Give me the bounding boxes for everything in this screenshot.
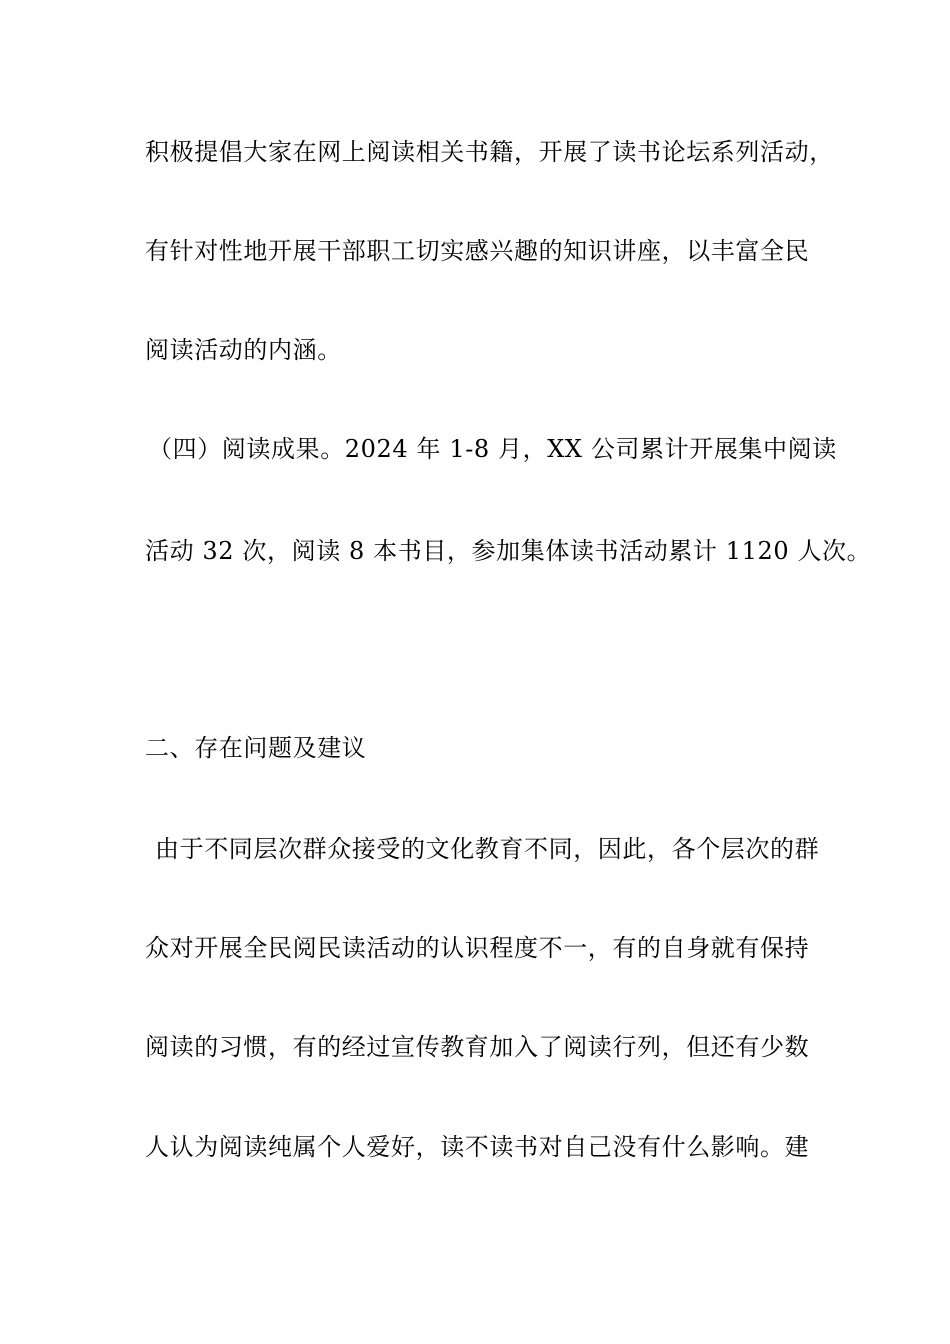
paragraph-line: 有针对性地开展干部职工切实感兴趣的知识讲座，以丰富全民 [145,237,810,265]
section-heading: 二、存在问题及建议 [145,734,367,762]
paragraph-line: 活动 32 次，阅读 8 本书目，参加集体读书活动累计 1120 人次。 [145,537,872,565]
paragraph-line: 众对开展全民阅民读活动的认识程度不一，有的自身就有保持 [145,934,810,962]
paragraph-line: 积极提倡大家在网上阅读相关书籍，开展了读书论坛系列活动， [145,138,834,166]
paragraph-line: 阅读的习惯，有的经过宣传教育加入了阅读行列，但还有少数 [145,1033,810,1061]
paragraph-line: 由于不同层次群众接受的文化教育不同，因此，各个层次的群 [155,835,820,863]
paragraph-line: 阅读活动的内涵。 [145,336,342,364]
section-four-heading-line: （四）阅读成果。2024 年 1-8 月，XX 公司累计开展集中阅读 [148,435,837,463]
paragraph-line: 人认为阅读纯属个人爱好，读不读书对自己没有什么影响。建 [145,1133,810,1161]
